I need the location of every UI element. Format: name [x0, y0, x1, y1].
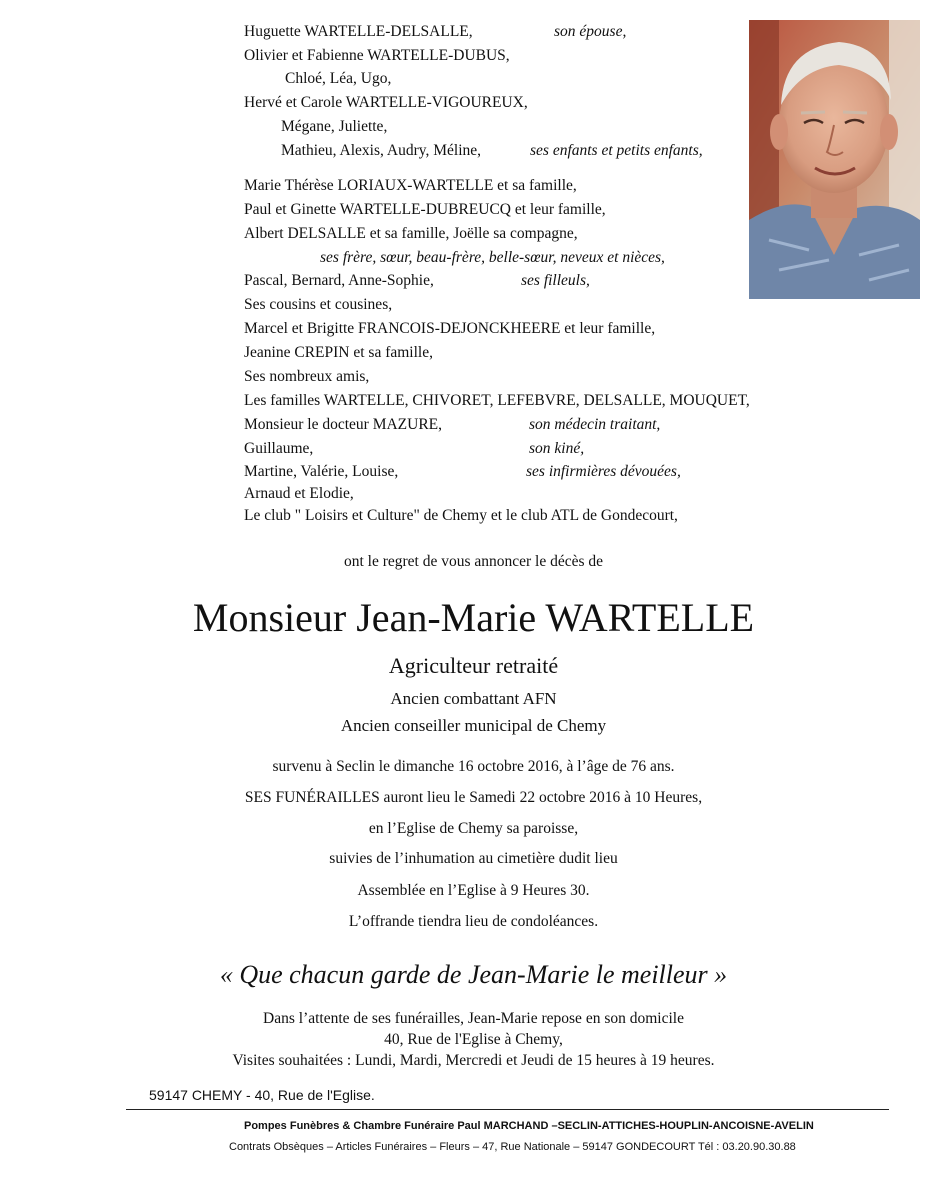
family-role: ses filleuls,: [521, 272, 590, 289]
family-line: Hervé et Carole WARTELLE-VIGOUREUX,: [244, 94, 528, 111]
family-line: Mégane, Juliette,: [281, 118, 388, 135]
detail-line: SES FUNÉRAILLES auront lieu le Samedi 22 octobre 2016 à 10 Heures,: [244, 789, 703, 806]
family-role: son médecin traitant,: [529, 416, 661, 433]
family-line: Ses cousins et cousines,: [244, 296, 393, 313]
family-role: ses infirmières dévouées,: [526, 463, 681, 480]
footer-divider: [126, 1109, 889, 1110]
visit-line: Dans l’attente de ses funérailles, Jean-Marie repose en son domicile: [263, 1010, 684, 1027]
family-role: son kiné,: [529, 440, 585, 457]
visit-line: 40, Rue de l'Eglise à Chemy,: [384, 1031, 563, 1048]
family-line: Guillaume,: [244, 440, 314, 457]
memorial-quote: « Que chacun garde de Jean-Marie le meilleur »: [219, 960, 728, 989]
family-line: Ses nombreux amis,: [244, 368, 370, 385]
family-line: Marie Thérèse LORIAUX-WARTELLE et sa famille,: [244, 177, 577, 194]
family-line: Pascal, Bernard, Anne-Sophie,: [244, 272, 434, 289]
family-role: ses enfants et petits enfants,: [530, 142, 703, 159]
family-line: Le club " Loisirs et Culture" de Chemy et le club ATL de Gondecourt,: [244, 507, 678, 524]
visit-line: Visites souhaitées : Lundi, Mardi, Mercredi et Jeudi de 15 heures à 19 heures.: [232, 1052, 715, 1069]
family-line: Les familles WARTELLE, CHIVORET, LEFEBVRE, DELSALLE, MOUQUET,: [244, 392, 750, 409]
family-line: Monsieur le docteur MAZURE,: [244, 416, 443, 433]
announcement-text: ont le regret de vous annoncer le décès de: [343, 553, 604, 570]
home-address: 59147 CHEMY - 40, Rue de l'Eglise.: [149, 1087, 375, 1103]
family-role: ses frère, sœur, beau-frère, belle-sœur, neveux et nièces,: [320, 249, 665, 266]
detail-line: survenu à Seclin le dimanche 16 octobre 2016, à l’âge de 76 ans.: [272, 758, 675, 775]
family-line: Huguette WARTELLE-DELSALLE,: [244, 23, 473, 40]
family-line: Arnaud et Elodie,: [244, 485, 354, 502]
family-line: Jeanine CREPIN et sa famille,: [244, 344, 433, 361]
family-line: Chloé, Léa, Ugo,: [285, 70, 392, 87]
family-role: son épouse,: [554, 23, 627, 40]
funeral-home-contact: Contrats Obsèques – Articles Funéraires – Fleurs – 47, Rue Nationale – 59147 GONDECOURT Tél : 03.20.90.30.88: [229, 1141, 796, 1153]
funeral-home-name: Pompes Funèbres & Chambre Funéraire Paul MARCHAND –SECLIN-ATTICHES-HOUPLIN-ANCOISNE-AVELIN: [244, 1120, 814, 1132]
portrait-photo: [749, 20, 920, 299]
deceased-name: Monsieur Jean-Marie WARTELLE: [192, 595, 755, 640]
detail-line: L’offrande tiendra lieu de condoléances.: [348, 913, 599, 930]
detail-line: en l’Eglise de Chemy sa paroisse,: [368, 820, 579, 837]
family-line: Albert DELSALLE et sa famille, Joëlle sa compagne,: [244, 225, 578, 242]
family-line: Olivier et Fabienne WARTELLE-DUBUS,: [244, 47, 510, 64]
family-line: Martine, Valérie, Louise,: [244, 463, 399, 480]
family-line: Marcel et Brigitte FRANCOIS-DEJONCKHEERE et leur famille,: [244, 320, 656, 337]
title-line: Agriculteur retraité: [388, 653, 559, 678]
family-line: Mathieu, Alexis, Audry, Méline,: [281, 142, 482, 159]
detail-line: Assemblée en l’Eglise à 9 Heures 30.: [357, 882, 590, 899]
family-line: Paul et Ginette WARTELLE-DUBREUCQ et leur famille,: [244, 201, 606, 218]
title-line: Ancien combattant AFN: [390, 689, 557, 708]
title-line: Ancien conseiller municipal de Chemy: [340, 716, 607, 735]
detail-line: suivies de l’inhumation au cimetière dudit lieu: [329, 850, 618, 867]
